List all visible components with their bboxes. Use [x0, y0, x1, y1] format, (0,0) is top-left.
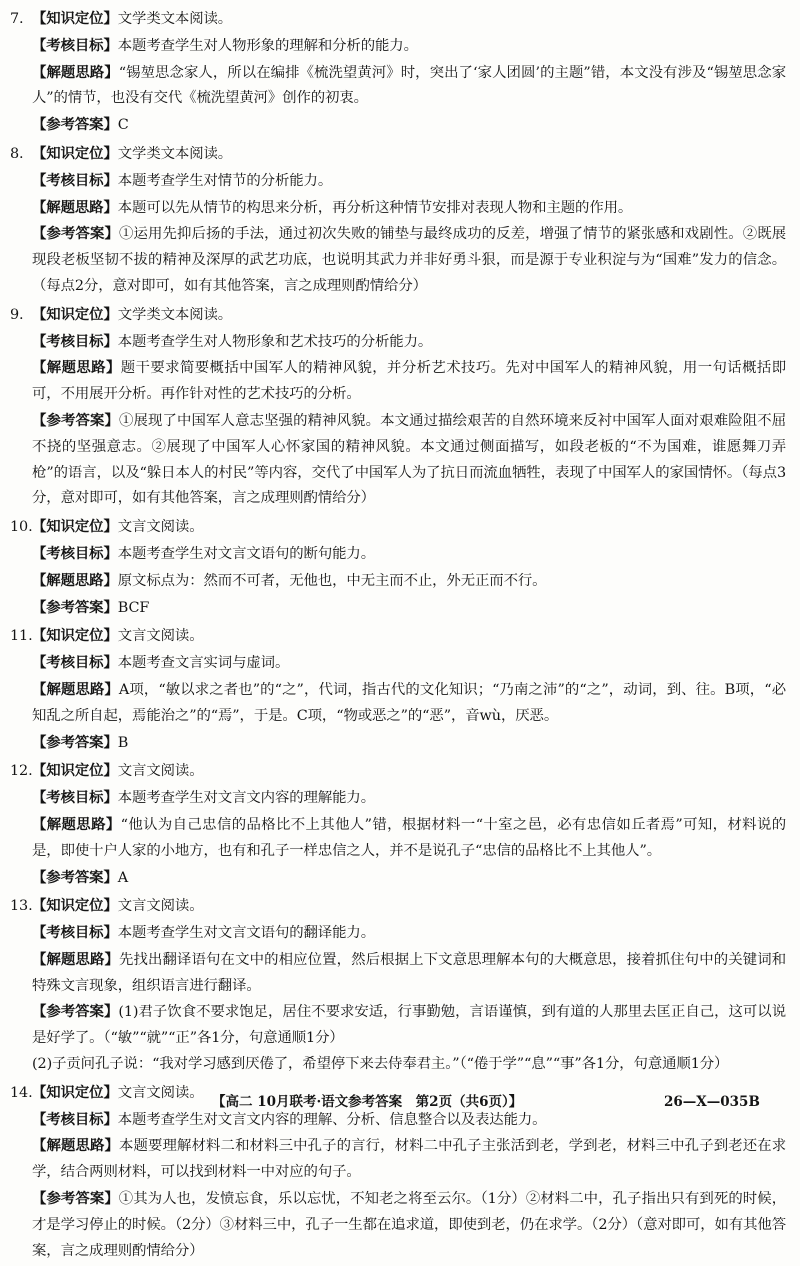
- goal-text: 本题考查学生对人物形象的理解和分析的能力。: [117, 37, 418, 54]
- tag-approach: 【解题思路】: [32, 1137, 120, 1155]
- question-number: 8.: [10, 145, 24, 162]
- tag-goal: 【考核目标】: [32, 654, 118, 672]
- footer-title: 【高二 10月联考·语文参考答案 第2页（共6页）】: [212, 1094, 523, 1110]
- tag-goal: 【考核目标】: [32, 171, 118, 189]
- tag-goal: 【考核目标】: [32, 36, 118, 54]
- tag-approach: 【解题思路】: [32, 571, 118, 589]
- answer-text-2: (2)子贡问孔子说：“我对学习感到厌倦了，希望停下来去侍奉君主。”（“倦于学”“息”“事”各1分，句意通顺1分）: [32, 1056, 729, 1073]
- tag-approach: 【解题思路】: [32, 198, 118, 216]
- approach-text: “锡堃思念家人，所以在编排《梳洗望黄河》时，突出了‘家人团圆’的主题”错，本文没有涉及“锡堃思念家人”的情节，也没有交代《梳洗望黄河》创作的初衷。: [32, 64, 786, 107]
- tag-goal: 【考核目标】: [32, 544, 118, 562]
- question-number: 12.: [10, 763, 33, 780]
- knowledge-text: 文学类文本阅读。: [117, 306, 233, 323]
- question-number: 10.: [10, 519, 33, 536]
- tag-answer: 【参考答案】: [32, 411, 120, 429]
- tag-approach: 【解题思路】: [32, 680, 119, 698]
- knowledge-text: 文言文阅读。: [117, 519, 204, 536]
- tag-answer: 【参考答案】: [32, 733, 118, 751]
- question-7: [10, 6, 786, 139]
- question-13: [10, 893, 786, 1078]
- approach-text: 原文标点为：然而不可者，无他也，中无主而不止，外无正而不行。: [117, 572, 547, 589]
- answer-text: A: [117, 869, 129, 886]
- tag-knowledge: 【知识定位】: [32, 627, 118, 645]
- goal-text: 本题考查学生对文言文语句的翻译能力。: [117, 925, 375, 942]
- approach-text: “他认为自己忠信的品格比不上其他人”错，根据材料一“十室之邑，必有忠信如丘者焉”可知，材料说的是，即使十户人家的小地方，也有和孔子一样忠信之人，并不是说孔子“忠信的品格比不上其他人”。: [32, 816, 786, 859]
- tag-answer: 【参考答案】: [32, 1003, 119, 1021]
- question-12: [10, 758, 786, 891]
- answer-text: BCF: [117, 599, 150, 616]
- tag-approach: 【解题思路】: [32, 359, 121, 377]
- approach-text: 题干要求简要概括中国军人的精神风貌，并分析艺术技巧。先对中国军人的精神风貌，用一句话概括即可，不用展开分析。再作针对性的艺术技巧的分析。: [32, 360, 786, 403]
- question-11: [10, 623, 786, 756]
- answer-text: ①运用先抑后扬的手法，通过初次失败的铺垫与最终成功的反差，增强了情节的紧张感和戏剧性。②既展现段老板坚韧不拔的精神及深厚的武艺功底，也说明其武力并非好勇斗狠，而是源于专业积淀与为“国难”发力的信念。（每点2分，意对即可，如有其他答案，言之成理则酌情给分）: [32, 226, 786, 294]
- tag-knowledge: 【知识定位】: [32, 10, 118, 27]
- tag-knowledge: 【知识定位】: [32, 518, 118, 536]
- tag-goal: 【考核目标】: [32, 332, 118, 350]
- answer-text: (1)君子饮食不要求饱足，居住不要求安适，行事勤勉，言语谨慎，到有道的人那里去匡正自己，这可以说是好学了。（“敏”“就”“正”各1分，句意通顺1分）: [32, 1004, 786, 1047]
- answer-text: ①其为人也，发愤忘食，乐以忘忧，不知老之将至云尔。（1分）②材料二中，孔子指出只有到死的时候，才是学习停止的时候。（2分）③材料三中，孔子一生都在追求道，即使到老，仍在求学。（2分）（意对即可，如有其他答案，言之成理则酌情给分）: [32, 1191, 786, 1259]
- goal-text: 本题考查学生对文言文语句的断句能力。: [117, 545, 375, 562]
- tag-goal: 【考核目标】: [32, 1110, 118, 1128]
- tag-knowledge: 【知识定位】: [32, 144, 118, 162]
- answer-content: [10, 6, 786, 1266]
- approach-text: 本题可以先从情节的构思来分析，再分析这种情节安排对表现人物和主题的作用。: [117, 199, 633, 216]
- question-8: [10, 141, 786, 300]
- tag-approach: 【解题思路】: [32, 950, 120, 968]
- tag-knowledge: 【知识定位】: [32, 1083, 118, 1101]
- tag-goal: 【考核目标】: [32, 789, 118, 807]
- goal-text: 本题考查学生对文言文内容的理解、分析、信息整合以及表达能力。: [117, 1111, 547, 1128]
- tag-answer: 【参考答案】: [32, 225, 120, 243]
- question-number: 11.: [10, 628, 33, 645]
- tag-approach: 【解题思路】: [32, 815, 121, 833]
- answer-text: C: [117, 117, 129, 134]
- knowledge-text: 文言文阅读。: [117, 898, 204, 915]
- goal-text: 本题考查文言实词与虚词。: [117, 655, 290, 672]
- approach-text: 先找出翻译语句在文中的相应位置，然后根据上下文意思理解本句的大概意思，接着抓住句中的关键词和特殊文言现象，组织语言进行翻译。: [32, 951, 786, 994]
- question-number: 9.: [10, 306, 24, 323]
- answer-text: B: [117, 734, 129, 751]
- knowledge-text: 文学类文本阅读。: [117, 11, 233, 27]
- knowledge-text: 文学类文本阅读。: [117, 145, 233, 162]
- knowledge-text: 文言文阅读。: [117, 628, 204, 645]
- tag-knowledge: 【知识定位】: [32, 762, 118, 780]
- answer-text: ①展现了中国军人意志坚强的精神风貌。本文通过描绘艰苦的自然环境来反衬中国军人面对艰难险阻不屈不挠的坚强意志。②展现了中国军人心怀家国的精神风貌。本文通过侧面描写，如段老板的“不为国难，谁愿舞刀弄枪”的语言，以及“躲日本人的村民”等内容，交代了中国军人为了抗日而流血牺牲，表现了中国军人的家国情怀。（每点3分，意对即可，如有其他答案，言之成理则酌情给分）: [32, 412, 786, 507]
- tag-knowledge: 【知识定位】: [32, 897, 118, 915]
- page-footer: [0, 1090, 800, 1114]
- tag-approach: 【解题思路】: [32, 63, 119, 81]
- tag-answer: 【参考答案】: [32, 116, 118, 134]
- knowledge-text: 文言文阅读。: [117, 1084, 204, 1101]
- knowledge-text: 文言文阅读。: [117, 763, 204, 780]
- tag-answer: 【参考答案】: [32, 598, 118, 616]
- goal-text: 本题考查学生对文言文内容的理解能力。: [117, 790, 375, 807]
- tag-goal: 【考核目标】: [32, 924, 118, 942]
- goal-text: 本题考查学生对人物形象和艺术技巧的分析能力。: [117, 333, 433, 350]
- question-number: 7.: [10, 11, 24, 27]
- tag-answer: 【参考答案】: [32, 868, 118, 886]
- approach-text: 本题要理解材料二和材料三中孔子的言行，材料二中孔子主张活到老，学到老，材料三中孔子到老还在求学，结合两则材料，可以找到材料一中对应的句子。: [32, 1138, 786, 1181]
- footer-code: 26—X—035B: [664, 1094, 760, 1110]
- approach-text: A项，“敏以求之者也”的“之”，代词，指古代的文化知识；“乃南之沛”的“之”，动词，到、往。B项，“必知乱之所自起，焉能治之”的“焉”，于是。C项，“物或恶之”的“恶”，音wù，厌恶。: [32, 681, 786, 724]
- goal-text: 本题考查学生对情节的分析能力。: [117, 172, 333, 189]
- question-number: 14.: [10, 1084, 33, 1101]
- tag-knowledge: 【知识定位】: [32, 305, 118, 323]
- question-9: [10, 302, 786, 512]
- question-10: [10, 514, 786, 621]
- tag-answer: 【参考答案】: [32, 1190, 119, 1208]
- question-number: 13.: [10, 898, 33, 915]
